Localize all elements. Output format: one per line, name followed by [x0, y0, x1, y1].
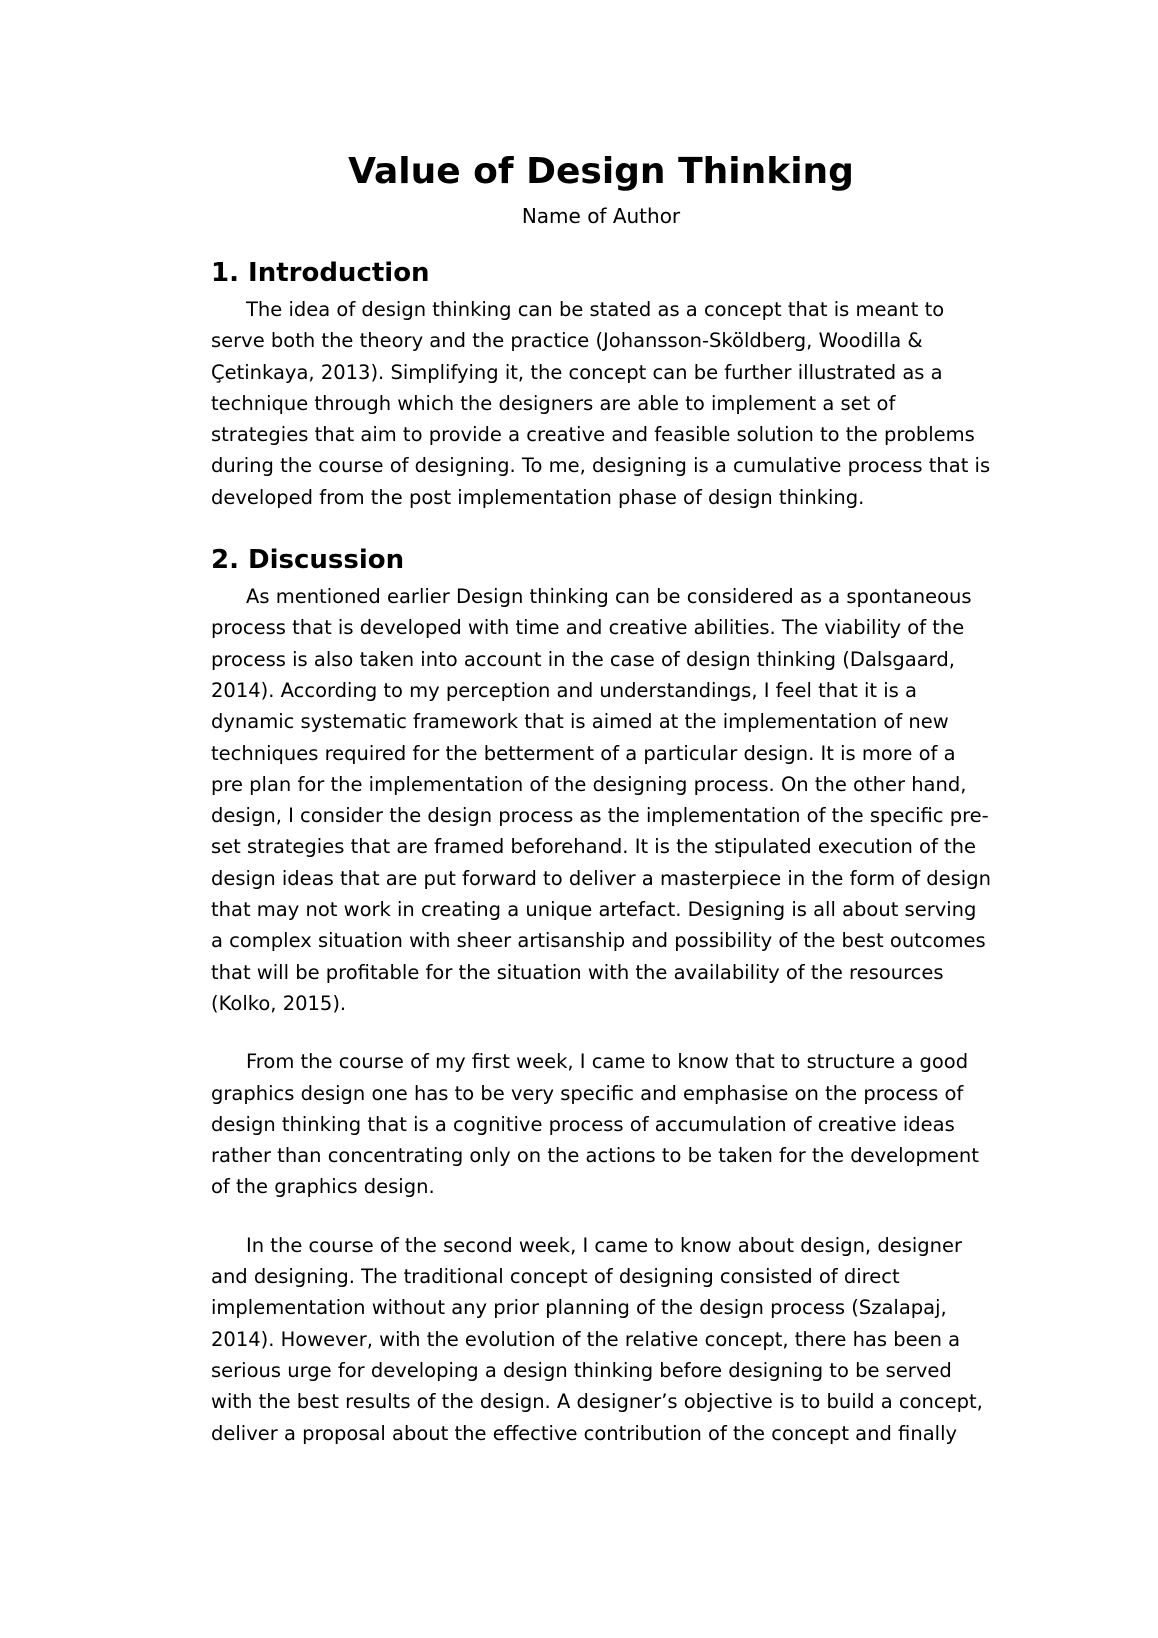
document-title: Value of Design Thinking — [348, 151, 854, 192]
discussion-paragraph-2: From the course of my first week, I came to know that to structure a good graphics design one has to be very specific and emphasise on the process of design thinking that is a cognitive process of accumulation of creative ideas rather than concentrating only on the actions to be taken for the development of the graphics design. — [211, 1050, 979, 1199]
discussion-paragraph-3: In the course of the second week, I came to know about design, designer and designing. The traditional concept of designing consisted of direct implementation without any prior planning of the design process (Szalapaj, 2014). However, with the evolution of the relative concept, there has been a serious urge for developing a design thinking before designing to be served with the best results of the design. A designer’s objective is to build a concept, deliver a proposal about the effective contribution of the concept and finally — [211, 1233, 983, 1445]
document-body — [211, 148, 991, 1449]
section-heading-introduction: 1. Introduction — [211, 258, 430, 288]
section-heading-discussion: 2. Discussion — [211, 545, 405, 576]
author-name: Name of Author — [521, 204, 681, 228]
introduction-paragraph: The idea of design thinking can be stated as a concept that is meant to serve both the theory and the practice (Johansson-Sköldberg, Woodilla & Çetinkaya, 2013). Simplifying it, the concept can be further illustrated as a technique through which the designers are able to implement a set of strategies that aim to provide a creative and feasible solution to the problems during the course of designing. To me, designing is a cumulative process that is developed from the post implementation phase of design thinking. — [211, 298, 991, 509]
discussion-paragraph-1: As mentioned earlier Design thinking can be considered as a spontaneous process that is developed with time and creative abilities. The viability of the process is also taken into account in the case of design thinking (Dalsgaard, 2014). According to my perception and understandings, I feel that it is a dynamic systematic framework that is aimed at the implementation of new techniques required for the betterment of a particular design. It is more of a pre plan for the implementation of the designing process. On the other hand, design, I consider the design process as the implementation of the specific pre-set strategies that are framed beforehand. It is the stipulated execution of the design ideas that are put forward to deliver a masterpiece in the form of design that may not work in creating a unique artefact. Designing is all about serving a complex situation with sheer artisanship and possibility of the best outcomes that will be profitable for the situation with the availability of the resources (Kolko, 2015). — [211, 585, 991, 1015]
